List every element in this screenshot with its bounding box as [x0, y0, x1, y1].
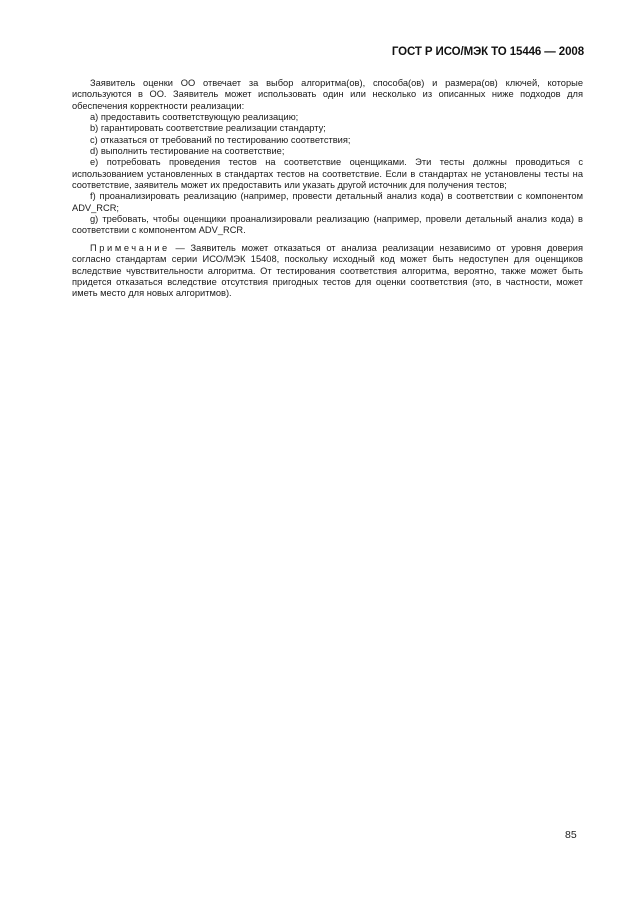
note-text: — Заявитель может отказаться от анализа реализации независимо от уровня доверия согласно стандартам серии ИСО/МЭК 15408, поскольку исходный код может быть недоступен для оценщиков вследствие чувствительности алгоритма. От тестирования соответствия алгоритма, вероятно, также может быть придется отказаться вследствие отсутствия пригодных тестов для оценки соответствия (это, в частности, может иметь место для новых алгоритмов).	[72, 242, 583, 299]
list-item-g: g) требовать, чтобы оценщики проанализировали реализацию (например, провели детальный анализ кода) в соответствии с компонентом ADV_RCR.	[72, 214, 583, 236]
document-header: ГОСТ Р ИСО/МЭК ТО 15446 — 2008	[391, 46, 584, 58]
list-item-e: e) потребовать проведения тестов на соответствие оценщиками. Эти тесты должны проводиться с использованием установленных в стандартах тестов на соответствие. Если в стандартах не установлены тесты на соответствие, заявитель может их предоставить или указать другой источник для получения тестов;	[72, 157, 583, 191]
note-paragraph	[72, 243, 583, 300]
list-item-d: d) выполнить тестирование на соответствие;	[90, 146, 285, 157]
list-item-a: a) предоставить соответствующую реализацию;	[90, 112, 299, 123]
note-label: Примечание	[90, 242, 170, 253]
list-item-f: f) проанализировать реализацию (например, провести детальный анализ кода) в соответствии с компонентом ADV_RCR;	[72, 191, 583, 213]
intro-paragraph: Заявитель оценки ОО отвечает за выбор алгоритма(ов), способа(ов) и размера(ов) ключей, которые используются в ОО. Заявитель может использовать один или несколько из описанных ниже подходов для обеспечения корректности реализации:	[72, 78, 583, 111]
list-item-b: b) гарантировать соответствие реализации стандарту;	[90, 123, 326, 134]
document-body	[72, 78, 583, 300]
page-number: 85	[565, 829, 577, 841]
list-item-c: c) отказаться от требований по тестированию соответствия;	[90, 134, 351, 145]
